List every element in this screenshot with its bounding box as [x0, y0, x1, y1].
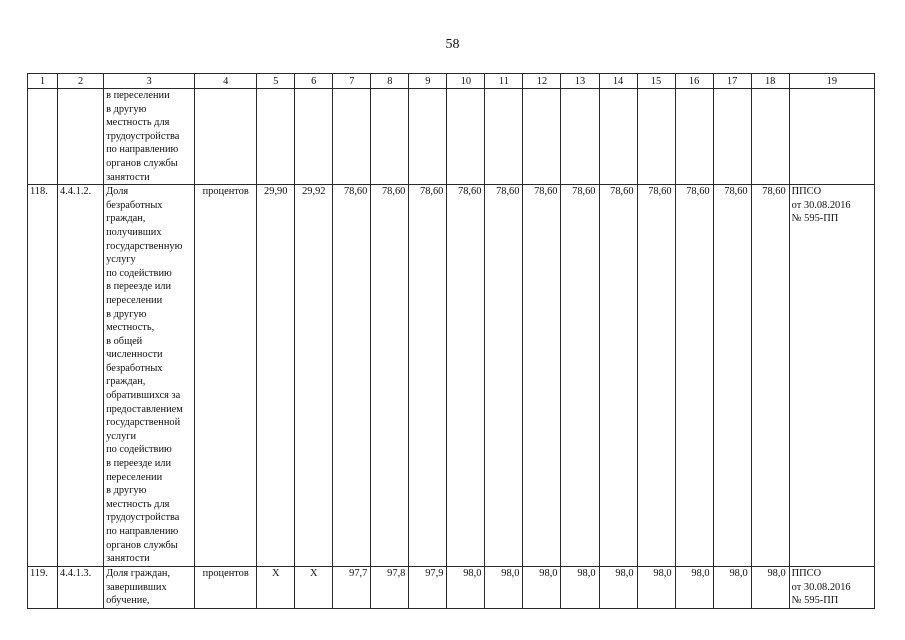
value-cell-col10-text: 98,0 [463, 568, 482, 580]
value-cell-col8 [371, 89, 409, 185]
value-cell-col15 [637, 185, 675, 567]
value-cell-col10 [447, 567, 485, 609]
value-cell-col6-text: 29,92 [302, 186, 326, 198]
value-cell-col18-text: 98,0 [767, 568, 786, 580]
column-header-8: 8 [371, 74, 409, 89]
value-cell-col18 [751, 185, 789, 567]
column-header-18: 18 [751, 74, 789, 89]
row-number-cell [28, 567, 58, 609]
value-cell-col12 [523, 185, 561, 567]
table-row [28, 89, 875, 185]
indicator-code-cell-text: 4.4.1.3. [60, 568, 92, 580]
value-cell-col8 [371, 567, 409, 609]
value-cell-col14 [599, 185, 637, 567]
value-cell-col14-text: 78,60 [610, 186, 634, 198]
column-header-6: 6 [295, 74, 333, 89]
value-cell-col5 [257, 567, 295, 609]
value-cell-col15 [637, 89, 675, 185]
page-number: 58 [445, 37, 460, 52]
row-number-cell-text: 118. [30, 186, 48, 198]
source-document-cell-text: ППСО от 30.08.2016 № 595-ПП [791, 568, 851, 607]
value-cell-col9 [409, 89, 447, 185]
column-header-9: 9 [409, 74, 447, 89]
value-cell-col7-text: 78,60 [343, 186, 368, 198]
column-header-15: 15 [637, 74, 675, 89]
value-cell-col14-text: 98,0 [615, 568, 634, 580]
table-row [28, 567, 875, 609]
indicator-table [27, 73, 875, 609]
value-cell-col17 [713, 89, 751, 185]
value-cell-col7 [333, 89, 371, 185]
unit-cell [195, 89, 257, 185]
row-number-cell-text: 119. [30, 568, 48, 580]
value-cell-col10-text: 78,60 [458, 186, 482, 198]
column-header-16: 16 [675, 74, 713, 89]
column-header-5: 5 [257, 74, 295, 89]
column-header-13: 13 [561, 74, 599, 89]
column-header-2: 2 [58, 74, 104, 89]
indicator-name-cell-text: Доля граждан, завершивших обучение, [106, 568, 171, 607]
value-cell-col17 [713, 567, 751, 609]
value-cell-col18-text: 78,60 [762, 186, 786, 198]
value-cell-col15-text: 98,0 [653, 568, 672, 580]
value-cell-col7 [333, 567, 371, 609]
value-cell-col9-text: 78,60 [420, 186, 444, 198]
value-cell-col18 [751, 89, 789, 185]
value-cell-col15 [637, 567, 675, 609]
value-cell-col9 [409, 567, 447, 609]
source-document-cell [789, 567, 874, 609]
value-cell-col17 [713, 185, 751, 567]
indicator-name-cell [104, 89, 195, 185]
value-cell-col7 [333, 185, 371, 567]
value-cell-col16 [675, 185, 713, 567]
value-cell-col10 [447, 89, 485, 185]
value-cell-col6 [295, 567, 333, 609]
value-cell-col16 [675, 89, 713, 185]
unit-cell [195, 185, 257, 567]
column-header-4: 4 [195, 74, 257, 89]
source-document-cell [789, 185, 874, 567]
row-number-cell [28, 89, 58, 185]
value-cell-col11-text: 78,60 [496, 186, 520, 198]
indicator-name-cell [104, 567, 195, 609]
value-cell-col15-text: 78,60 [648, 186, 672, 198]
value-cell-col17-text: 98,0 [729, 568, 748, 580]
source-document-cell-text: ППСО от 30.08.2016 № 595-ПП [791, 186, 851, 225]
value-cell-col13 [561, 185, 599, 567]
value-cell-col6-text: X [310, 568, 318, 580]
column-header-19: 19 [789, 74, 874, 89]
value-cell-col5 [257, 89, 295, 185]
column-header-11: 11 [485, 74, 523, 89]
value-cell-col13 [561, 567, 599, 609]
column-header-12: 12 [523, 74, 561, 89]
value-cell-col5 [257, 185, 295, 567]
value-cell-col6 [295, 185, 333, 567]
value-cell-col11 [485, 185, 523, 567]
value-cell-col13 [561, 89, 599, 185]
column-header-10: 10 [447, 74, 485, 89]
column-header-17: 17 [713, 74, 751, 89]
indicator-name-cell-text: в переселении в другую местность для трудоустройства по направлению органов службы занятости [106, 90, 180, 183]
value-cell-col5-text: 29,90 [264, 186, 288, 198]
row-number-cell [28, 185, 58, 567]
source-document-cell [789, 89, 874, 185]
value-cell-col18 [751, 567, 789, 609]
value-cell-col11 [485, 567, 523, 609]
indicator-name-cell [104, 185, 195, 567]
value-cell-col13-text: 98,0 [577, 568, 596, 580]
value-cell-col12-text: 78,60 [534, 186, 558, 198]
value-cell-col11 [485, 89, 523, 185]
value-cell-col8-text: 78,60 [381, 186, 406, 198]
value-cell-col12 [523, 567, 561, 609]
value-cell-col10 [447, 185, 485, 567]
value-cell-col14 [599, 567, 637, 609]
indicator-name-cell-text: Доля безработных граждан, получивших государственную услугу по содействию в переезде или переселении в другую местность, в общей численности безработных граждан, обратившихся за предоставлением государственной услуги по содействию в переезде или переселении в другую местность для трудоустройства по направлению органов службы занятости [106, 186, 183, 565]
indicator-code-cell [58, 89, 104, 185]
unit-cell [195, 567, 257, 609]
value-cell-col9 [409, 185, 447, 567]
value-cell-col16-text: 98,0 [691, 568, 710, 580]
column-header-14: 14 [599, 74, 637, 89]
column-header-7: 7 [333, 74, 371, 89]
value-cell-col16-text: 78,60 [686, 186, 710, 198]
unit-cell-text: процентов [202, 568, 249, 580]
value-cell-col8-text: 97,8 [387, 568, 406, 580]
table-row [28, 185, 875, 567]
value-cell-col8 [371, 185, 409, 567]
indicator-code-cell-text: 4.4.1.2. [60, 186, 92, 198]
value-cell-col11-text: 98,0 [501, 568, 520, 580]
value-cell-col14 [599, 89, 637, 185]
column-header-3: 3 [104, 74, 195, 89]
column-number-header-row [28, 74, 875, 89]
value-cell-col12 [523, 89, 561, 185]
column-header-1: 1 [28, 74, 58, 89]
value-cell-col12-text: 98,0 [539, 568, 558, 580]
value-cell-col13-text: 78,60 [572, 186, 596, 198]
indicator-code-cell [58, 185, 104, 567]
value-cell-col16 [675, 567, 713, 609]
indicator-code-cell [58, 567, 104, 609]
value-cell-col17-text: 78,60 [724, 186, 748, 198]
value-cell-col6 [295, 89, 333, 185]
value-cell-col9-text: 97,9 [425, 568, 444, 580]
value-cell-col7-text: 97,7 [349, 568, 368, 580]
value-cell-col5-text: X [271, 568, 280, 580]
unit-cell-text: процентов [202, 186, 249, 198]
